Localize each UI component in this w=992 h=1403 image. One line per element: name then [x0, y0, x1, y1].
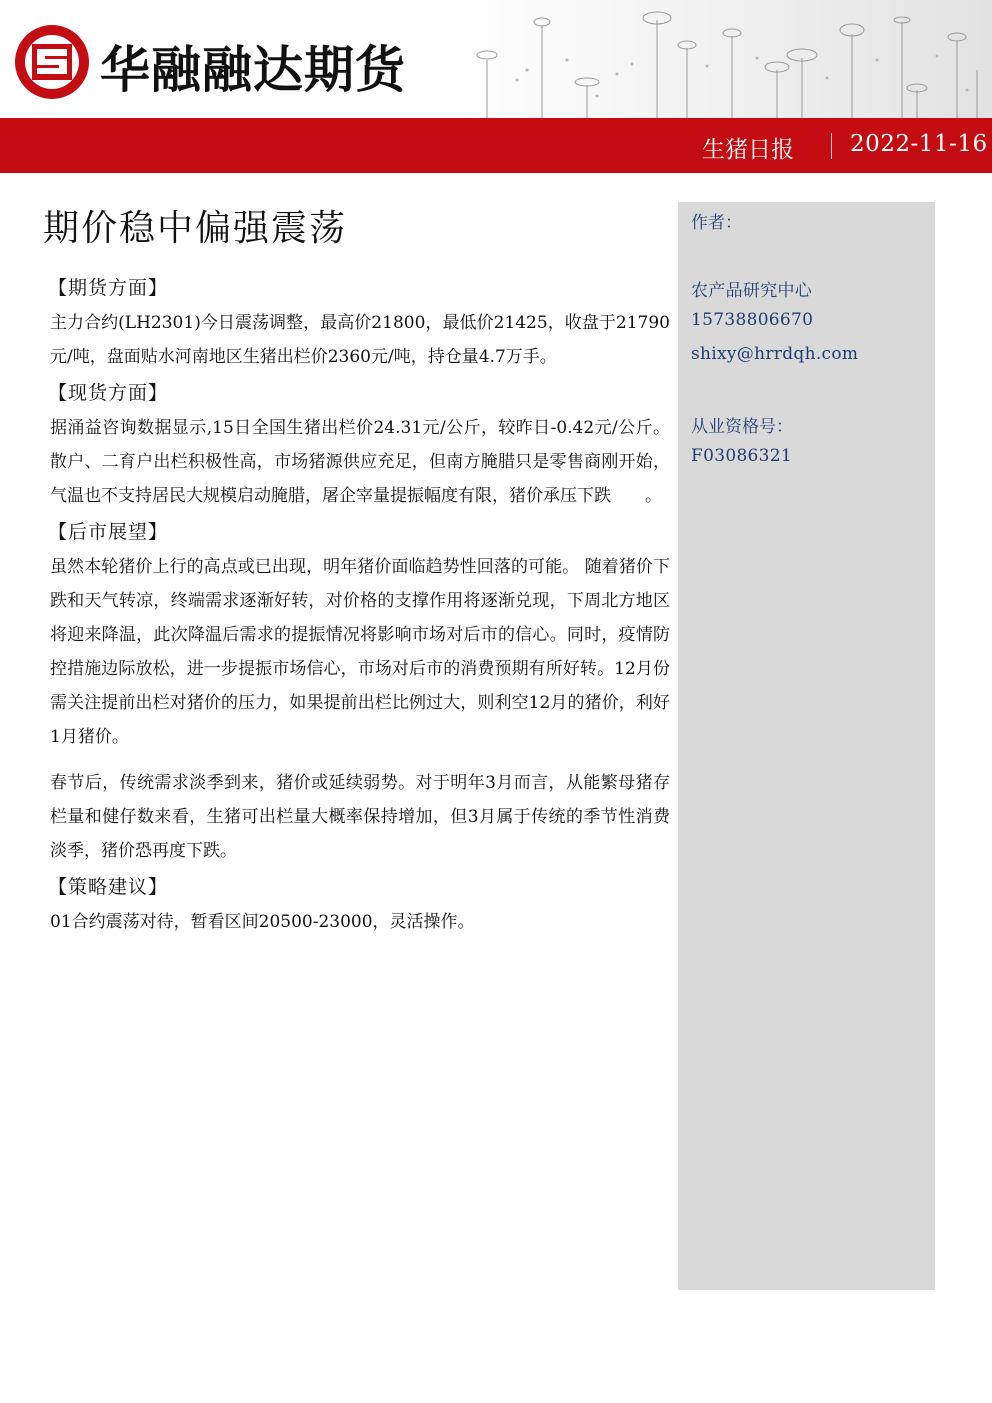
article-title: 期价稳中偏强震荡: [43, 208, 348, 249]
article-body: [40, 200, 670, 943]
section-heading-outlook: 【后市展望】: [48, 521, 169, 543]
license-label: 从业资格号：: [691, 417, 793, 437]
section-paragraph: 01合约震荡对待，暂看区间20500-23000，灵活操作。: [50, 912, 475, 932]
logo-area: [0, 0, 460, 118]
author-department: 农产品研究中心: [691, 281, 813, 301]
author-sidebar: [678, 202, 935, 1290]
report-date: 2022-11-16: [850, 131, 988, 157]
section-paragraph: 主力合约(LH2301)今日震荡调整，最高价21800，最低价21425，收盘于21790元/吨，盘面贴水河南地区生猪出栏价2360元/吨，持仓量4.7万手。: [50, 313, 670, 367]
header-decoration: [457, 0, 992, 118]
section-paragraph: 春节后，传统需求淡季到来，猪价或延续弱势。对于明年3月而言，从能繁母猪存栏量和健仔数来看，生猪可出栏量大概率保持增加，但3月属于传统的季节性消费淡季，猪价恐再度下跌。: [50, 773, 670, 861]
section-paragraph: 据涌益咨询数据显示,15日全国生猪出栏价24.31元/公斤，较昨日-0.42元/公斤。散户、二育户出栏积极性高，市场猪源供应充足，但南方腌腊只是零售商刚开始，气温也不支持居民大规模启动腌腊，屠企宰量提振幅度有限，猪价承压下跌 。: [50, 418, 670, 506]
header-band: [0, 118, 992, 173]
section-heading-spot: 【现货方面】: [48, 382, 169, 404]
brand-name: 华融融达期货: [100, 41, 406, 99]
section-heading-futures: 【期货方面】: [48, 277, 169, 299]
report-type: 生猪日报: [702, 137, 794, 163]
author-phone: 15738806670: [691, 310, 814, 330]
author-email: shixy@hrrdqh.com: [691, 344, 859, 364]
header-divider: [831, 133, 832, 159]
section-paragraph: 虽然本轮猪价上行的高点或已出现，明年猪价面临趋势性回落的可能。 随着猪价下跌和天气转凉，终端需求逐渐好转，对价格的支撑作用将逐渐兑现，下周北方地区将迎来降温，此次降温后需求的提振情况将影响市场对后市的信心。同时，疫情防控措施边际放松，进一步提振市场信心，市场对后市的消费预期有所好转。12月份需关注提前出栏对猪价的压力，如果提前出栏比例过大，则利空12月的猪价，利好1月猪价。: [50, 557, 670, 747]
company-logo-icon: [12, 22, 92, 102]
author-label: 作者：: [691, 213, 742, 233]
section-heading-strategy: 【策略建议】: [48, 876, 169, 898]
license-number: F03086321: [691, 446, 793, 466]
